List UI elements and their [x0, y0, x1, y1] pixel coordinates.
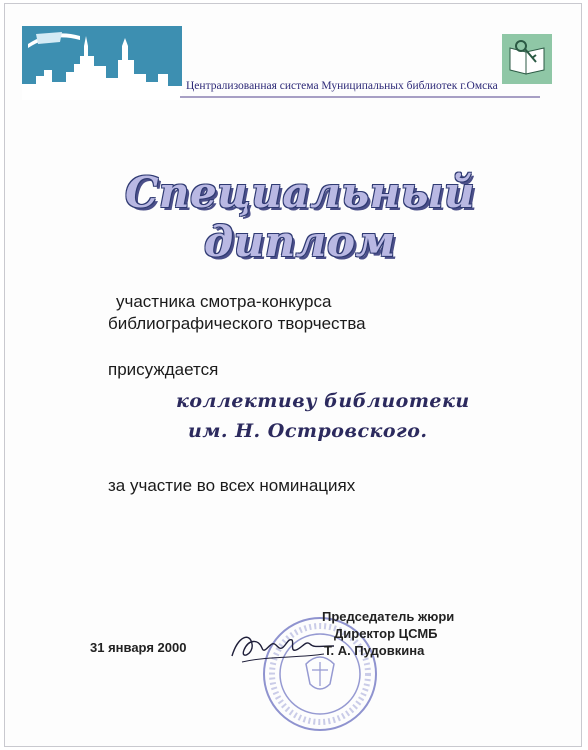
- header-divider: [180, 96, 540, 98]
- director-name: Т. А. Пудовкина: [324, 643, 425, 658]
- awarded-text: присуждается: [108, 360, 219, 379]
- recipient-line-2: им. Н. Островского.: [188, 420, 428, 442]
- signature-block: [316, 608, 454, 659]
- participant-line-2: библиографического творчества: [108, 314, 366, 333]
- award-date: 31 января 2000: [90, 640, 187, 655]
- diploma-title: Специальный диплом: [124, 168, 475, 266]
- award-reason: за участие во всех номинациях: [108, 476, 356, 495]
- city-library-logo: [22, 26, 182, 100]
- book-key-icon: [502, 34, 552, 84]
- organization-name: Централизованная система Муниципальных библиотек г.Омска: [186, 80, 498, 92]
- director-title: Директор ЦСМБ: [334, 626, 438, 641]
- participant-line-1: участника смотра-конкурса: [116, 292, 332, 311]
- recipient-line-1: коллективу библиотеки: [176, 390, 470, 412]
- jury-chair-title: Председатель жюри: [322, 609, 455, 624]
